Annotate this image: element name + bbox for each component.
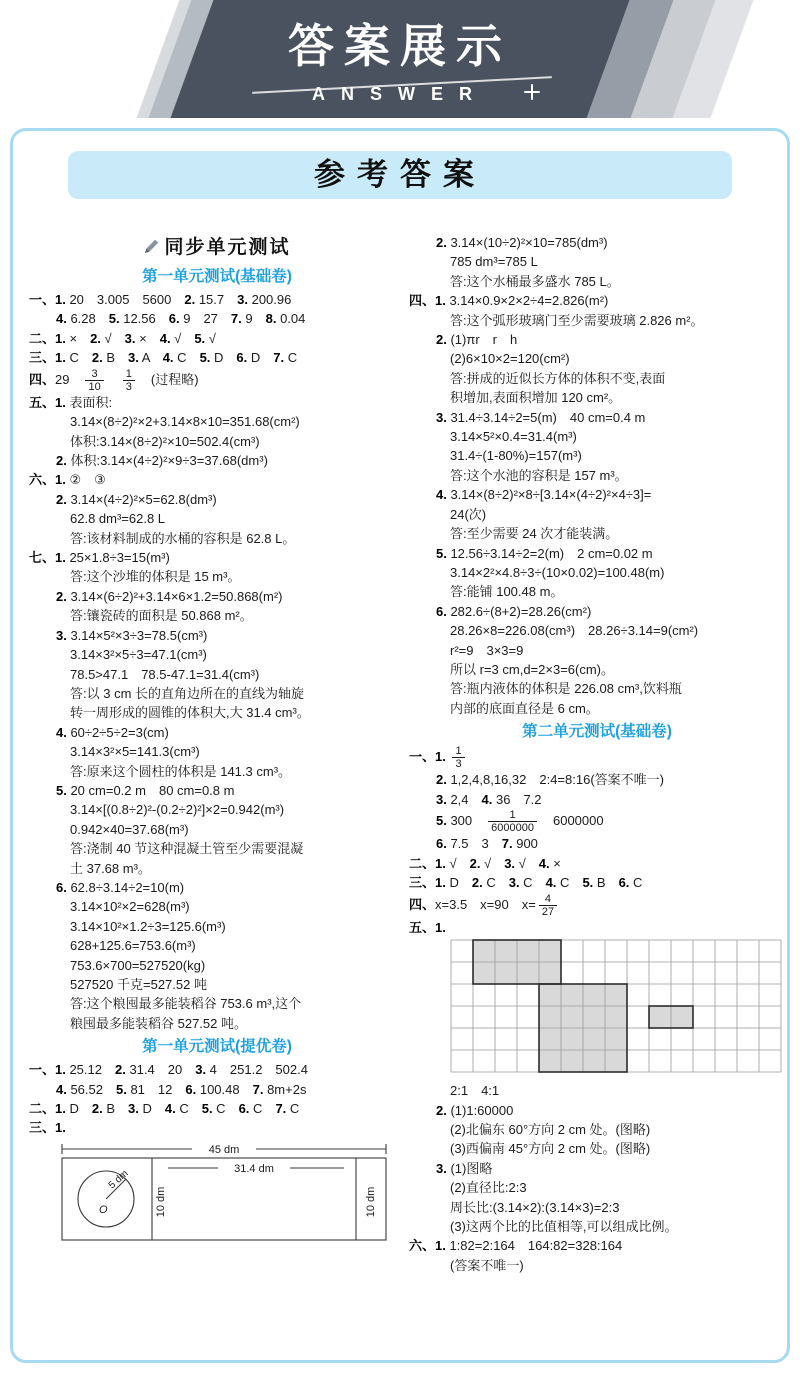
unit-test-header-label: 同步单元测试 [164,237,291,258]
answer-line: 二、1. × 2. √ 3. × 4. √ 5. √ [29,330,216,346]
left-column [29,233,405,1254]
answer-line: 三、1. D 2. C 3. C 4. C 5. B 6. C [409,875,643,891]
answer-line: 一、1. 20 3.005 5600 2. 15.7 3. 200.96 [29,292,292,307]
answer-line: 答:镶瓷砖的面积是 50.868 m²。 [70,608,253,624]
answer-line: 答:这个沙堆的体积是 15 m³。 [70,569,241,585]
fraction: $\frac{1}{3}$ [123,368,135,393]
answer-line: 4. 3.14×(8÷2)²×8÷[3.14×(4÷2)²×4÷3]= [436,487,652,503]
answer-line: 答:拼成的近似长方体的体积不变,表面 [450,370,666,386]
svg-text:31.4 dm: 31.4 dm [234,1162,274,1175]
answer-line: 78.5>47.1 78.5-47.1=31.4(cm³) [70,666,260,682]
answer-line: 5. 12.56÷3.14÷2=2(m) 2 cm=0.02 m [436,545,653,561]
cylinder-net-diagram [29,1140,405,1251]
answer-line: 答:该材料制成的水桶的容积是 62.8 L。 [70,530,296,546]
answer-line: 0.942×40=37.68(m³) [70,821,189,837]
answer-line: 四、x=3.5 x=90 x= $\frac{4}{27}$ [409,893,785,918]
answer-line: 6. 62.8÷3.14÷2=10(m) [56,879,185,895]
unit-test-header [29,233,405,263]
answer-line: 2. 3.14×(4÷2)²×5=62.8(dm³) [56,491,217,507]
answer-line: 6. 282.6÷(8+2)=28.26(cm²) [436,603,592,619]
cylinder-net-svg [56,1140,392,1246]
answer-line: 三、1. C 2. B 3. A 4. C 5. D 6. D 7. C [29,350,298,366]
answer-line: 5. 20 cm=0.2 m 80 cm=0.8 m [56,782,235,798]
answer-line: 答:这个弧形玻璃门至少需要玻璃 2.826 m²。 [450,312,704,328]
svg-text:10 dm: 10 dm [365,1186,377,1218]
answer-line: 785 dm³=785 L [450,254,538,270]
answer-line: 3. 3.14×5²×3÷3=78.5(cm³) [56,627,208,643]
answer-line: 转一周形成的圆锥的体积大,大 31.4 cm³。 [70,705,310,721]
answer-line: 答:原来这个圆柱的体积是 141.3 cm³。 [70,763,292,779]
answer-line: 3.14×10²×2=628(m³) [70,899,190,915]
svg-text:10 dm: 10 dm [155,1186,167,1218]
answer-line: 2. 3.14×(6÷2)²+3.14×6×1.2=50.868(m²) [56,588,283,604]
answer-line: 628+125.6=753.6(m³) [70,938,196,954]
svg-text:5 dm: 5 dm [106,1168,131,1192]
svg-text:45 dm: 45 dm [208,1143,240,1156]
fraction: $\frac{4}{27}$ [539,893,557,918]
answer-line: 内部的底面直径是 6 cm。 [450,700,599,716]
answer-line: 3. 31.4÷3.14÷2=5(m) 40 cm=0.4 m [436,409,646,425]
answer-line: 753.6×700=527520(kg) [70,957,206,973]
answer-line: 4. 56.52 5. 81 12 6. 100.48 7. 8m+2s [56,1081,307,1097]
section-title: 第一单元测试(提优卷) [142,1038,292,1056]
answer-line: 3.14×3²×5=141.3(cm³) [70,744,200,760]
answer-line: 3.14×[(0.8÷2)²-(0.2÷2)²]×2=0.942(m³) [70,802,285,818]
answer-line: 七、1. 25×1.8÷3=15(m³) [29,550,170,566]
answer-line: 四、1. 3.14×0.9×2×2÷4=2.826(m²) [409,293,609,309]
section-title: 第一单元测试(基础卷) [142,268,292,285]
answer-line: 2. 1,2,4,8,16,32 2:4=8:16(答案不唯一) [436,772,664,788]
answer-line: 答:瓶内液体的体积是 226.08 cm³,饮料瓶 [450,681,682,697]
answer-line: 答:这个水池的容积是 157 m³。 [450,467,628,483]
answer-line: r²=9 3×3=9 [450,642,524,658]
answer-line: 所以 r=3 cm,d=2×3=6(cm)。 [450,661,614,677]
answer-line: 6. 7.5 3 7. 900 [436,836,538,852]
answer-line: 2. (1)1:60000 [436,1102,514,1118]
answer-line: 周长比:(3.14×2):(3.14×3)=2:3 [450,1199,620,1215]
answer-line: 六、1. ② ③ [29,472,106,488]
scale-grid-svg [450,939,782,1073]
answer-line: 24(次) [450,506,487,522]
answer-line: 土 37.68 m³。 [70,860,151,876]
banner [0,0,800,118]
answer-line: (答案不唯一) [450,1257,524,1273]
right-column [409,233,785,1275]
fraction: $\frac{3}{10}$ [85,368,103,393]
answer-line: 2. (1)πr r h [436,332,518,348]
banner-title: 答案展示 [288,20,512,72]
answer-line: 二、1. √ 2. √ 3. √ 4. × [409,855,561,871]
answer-line: (2)6×10×2=120(cm²) [450,351,570,367]
answer-line: 2. 3.14×(10÷2)²×10=785(dm³) [436,235,608,250]
answer-line: 31.4÷(1-80%)=157(m³) [450,448,582,464]
answer-line: 3. (1)图略 [436,1160,493,1176]
answer-sheet [10,128,790,1363]
answer-line: 答:能铺 100.48 m。 [450,584,564,600]
answer-line: 答:至少需要 24 次才能装满。 [450,526,619,542]
answer-line: 五、1. 表面积: [29,394,113,410]
answer-line: (2)直径比:2:3 [450,1180,527,1196]
answer-line: 3.14×(8÷2)²×2+3.14×8×10=351.68(cm²) [70,414,300,430]
answer-line: 4. 60÷2÷5÷2=3(cm) [56,724,169,740]
answer-line: 一、1. $\frac{1}{3}$ [409,745,785,770]
svg-text:O: O [99,1203,108,1216]
answer-line: 二、1. D 2. B 3. D 4. C 5. C 6. C 7. C [29,1101,300,1117]
answer-line: 答:以 3 cm 长的直角边所在的直线为轴旋 [70,685,305,701]
answer-line: 28.26×8=226.08(cm³) 28.26÷3.14=9(cm²) [450,623,699,639]
answer-line: 3. 2,4 4. 36 7.2 [436,791,542,807]
answer-line: 体积:3.14×(8÷2)²×10=502.4(cm³) [70,433,260,449]
pencil-icon [143,238,160,255]
answer-line: 3.14×5²×0.4=31.4(m³) [450,429,577,445]
answer-line: 四、29 $\frac{3}{10}$ $\frac{1}{3}$ (过程略) [29,367,199,393]
answer-line: 答:这个水桶最多盛水 785 L。 [450,273,620,289]
fraction: $\frac{1}{3}$ [452,745,464,770]
answer-line: 5. 300 $\frac{1}{6000000}$ 6000000 [436,809,604,835]
answer-line: (3)这两个比的比值相等,可以组成比例。 [450,1219,678,1234]
answer-line: 527520 千克=527.52 吨 [70,977,207,992]
answer-line: (2)北偏东 60°方向 2 cm 处。(图略) [450,1121,651,1137]
section-title: 第二单元测试(基础卷) [522,723,672,741]
fraction: $\frac{1}{6000000}$ [488,809,537,834]
answer-line: 3.14×2²×4.8÷3÷(10×0.02)=100.48(m) [450,564,665,580]
answer-line: 4. 6.28 5. 12.56 6. 9 27 7. 9 8. 0.04 [56,311,306,327]
answer-line: 三、1. [29,1120,66,1136]
answer-line: 积增加,表面积增加 120 cm²。 [450,390,622,406]
scale-grid-diagram [409,939,785,1078]
answer-line: 答:这个粮囤最多能装稻谷 753.6 m³,这个 [70,996,302,1012]
answer-line: 答:浇制 40 节这种混凝土管至少需要混凝 [70,841,304,857]
page-title: 参考答案 [68,151,732,199]
answer-line: 2. 体积:3.14×(4÷2)²×9÷3=37.68(dm³) [56,453,268,469]
answer-line: 62.8 dm³=62.8 L [70,511,166,527]
answer-line: (3)西偏南 45°方向 2 cm 处。(图略) [450,1141,651,1157]
answer-line: 2:1 4:1 [450,1083,500,1099]
answer-line: 3.14×3²×5÷3=47.1(cm³) [70,647,207,663]
sparkle-icon [524,84,540,100]
answer-line: 粮囤最多能装稻谷 527.52 吨。 [70,1015,247,1031]
answer-line: 一、1. 25.12 2. 31.4 20 3. 4 251.2 502.4 [29,1062,308,1078]
answer-line: 六、1. 1:82=2:164 164:82=328:164 [409,1238,623,1254]
answer-line: 3.14×10²×1.2÷3=125.6(m³) [70,918,226,934]
answer-line: 五、1. [409,919,446,935]
banner-subtitle: ANSWER [312,84,488,104]
